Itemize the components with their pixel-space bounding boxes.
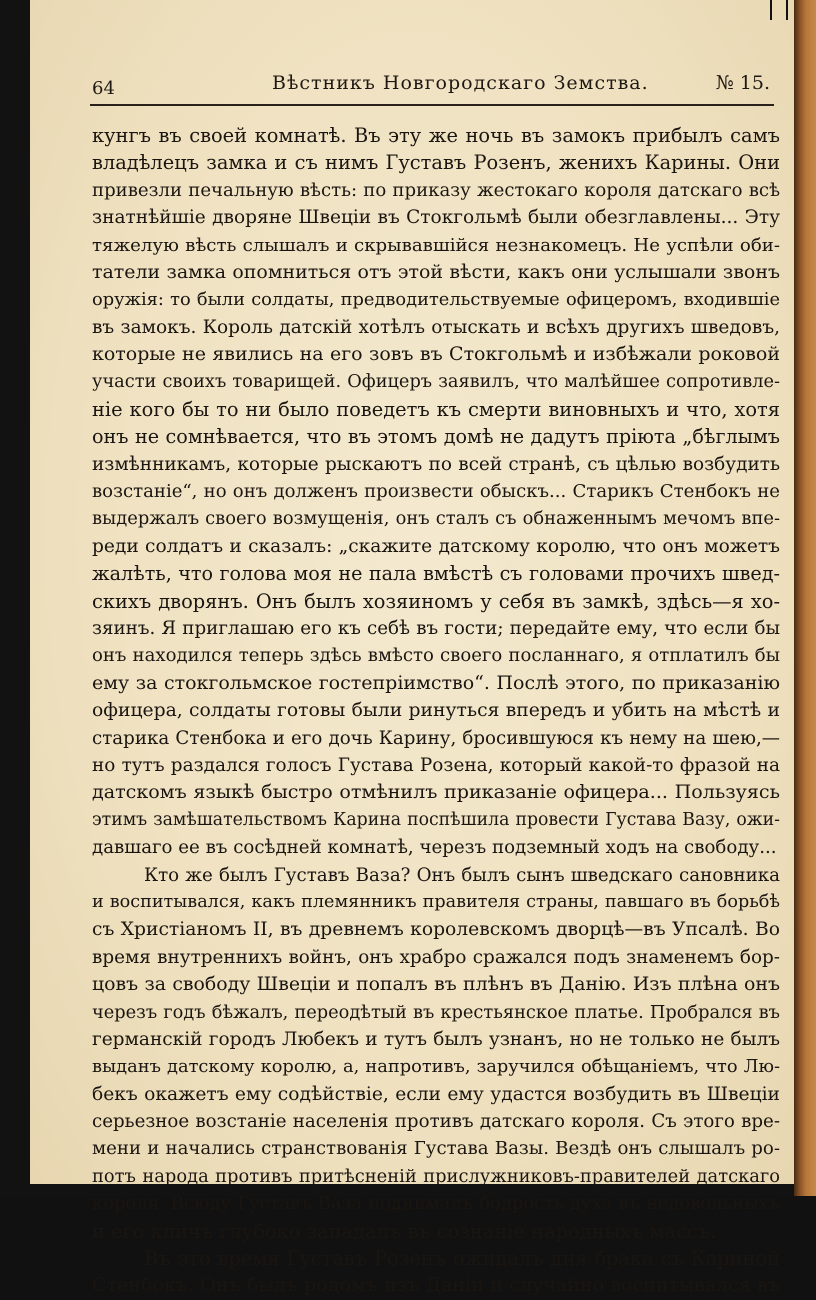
text-line: оружія: то были солдаты, предводительствуемые офицеромъ, входившіе	[92, 289, 780, 311]
text-line: давшаго ее въ сосѣдней комнатѣ, черезъ подземный ходъ на свободу...	[92, 837, 777, 859]
text-line: тяжелую вѣсть слышалъ и скрывавшійся незнакомецъ. Не успѣли оби-	[92, 234, 780, 256]
text-line: ніе кого бы то ни было поведетъ къ смерти виновныхъ и что, хотя	[92, 397, 780, 421]
text-line: Въ это время Густавъ Розенъ ожидалъ дня брака съ Кариной	[144, 1247, 780, 1271]
text-line: онъ не сомнѣвается, что въ этомъ домѣ не дадутъ пріюта „бѣглымъ	[92, 425, 780, 449]
text-line: Стенбокъ. Онъ былъ родомъ изъ Даніи и случайно воспитывался въ	[92, 1274, 780, 1297]
text-line: реди солдатъ и сказалъ: „скажите датскому королю, что онъ можетъ	[92, 535, 780, 557]
text-line: скихъ дворянъ. Онъ былъ хозяиномъ у себя въ замкѣ, здѣсь—я хо-	[92, 589, 780, 613]
text-line: выдержалъ своего возмущенія, онъ сталъ съ обнаженнымъ мечомъ впе-	[92, 508, 780, 530]
text-line: онъ находился теперь здѣсь вмѣсто своего посланнаго, я отплатилъ бы	[92, 645, 780, 667]
text-line: офицера, солдаты готовы были ринуться впередъ и убить на мѣстѣ и	[92, 700, 780, 722]
text-line: и воспитывался, какъ племянникъ правителя страны, павшаго въ борьбѣ	[92, 891, 780, 912]
text-line: цовъ за свободу Швеціи и попалъ въ плѣнъ въ Данію. Изъ плѣна онъ	[92, 973, 780, 996]
text-line: привезли печальную вѣсть: по приказу жестокаго короля датскаго всѣ	[92, 179, 780, 201]
text-line: мени и начались странствованія Густава Вазы. Вездѣ онъ слышалъ ро-	[92, 1138, 780, 1160]
text-line: Кто же былъ Густавъ Ваза? Онъ былъ сынъ шведскаго сановника	[144, 864, 780, 886]
text-line: потъ народа противъ притѣсненій прислужниковъ-правителей датскаго	[92, 1165, 780, 1187]
text-line: короля. Всюду Густавъ Ваза поднималъ бодрость духа въ недовольныхъ	[92, 1193, 780, 1215]
text-line: кунгъ въ своей комнатѣ. Въ эту же ночь въ замокъ прибылъ самъ	[92, 124, 780, 147]
text-line: жалѣть, что голова моя не пала вмѣстѣ съ головами прочихъ швед-	[92, 562, 780, 586]
page-number: 64	[92, 78, 115, 99]
text-line: серьезное возстаніе населенія противъ датскаго короля. Съ этого вре-	[92, 1111, 780, 1133]
scan-corner-mark	[770, 0, 788, 20]
text-line: германскій городъ Любекъ и тутъ былъ узнанъ, но не только не былъ	[92, 1028, 780, 1050]
adjacent-page-edge	[794, 0, 816, 1196]
text-line: бекъ окажетъ ему содѣйствіе, если ему удастся возбудить въ Швеціи	[92, 1083, 780, 1105]
text-line: измѣнникамъ, которые рыскаютъ по всей странѣ, съ цѣлью возбудить	[92, 453, 780, 475]
text-line: и его кличъ глубоко западалъ въ сознаніе народныхъ массъ.	[92, 1219, 717, 1243]
text-line: татели замка опомниться отъ этой вѣсти, какъ они услышали звонъ	[92, 260, 780, 283]
text-line: черезъ годъ бѣжалъ, переодѣтый въ крестьянское платье. Пробрался въ	[92, 1001, 780, 1023]
body-text	[92, 122, 780, 1300]
text-line: выданъ датскому королю, а, напротивъ, заручился обѣщаніемъ, что Лю-	[92, 1056, 780, 1078]
text-line: знатнѣйшіе дворяне Швеціи въ Стокгольмѣ были обезглавлены... Эту	[92, 207, 780, 229]
issue-number: № 15.	[715, 72, 770, 94]
text-line: которые не явились на его зовъ въ Стокгольмѣ и избѣжали роковой	[92, 343, 780, 366]
text-line: зяинъ. Я приглашаю его къ себѣ въ гости; передайте ему, что если бы	[92, 618, 780, 640]
text-line: но тутъ раздался голосъ Густава Розена, который какой-то фразой на	[92, 754, 780, 776]
running-header	[90, 72, 770, 104]
text-line: въ замокъ. Король датскій хотѣлъ отыскать и всѣхъ другихъ шведовъ,	[92, 316, 780, 338]
text-line: владѣлецъ замка и съ нимъ Густавъ Розенъ, женихъ Карины. Они	[92, 151, 780, 175]
header-rule	[90, 104, 774, 106]
text-line: участи своихъ товарищей. Офицеръ заявилъ, что малѣйшее сопротивле-	[92, 371, 780, 392]
text-line: этимъ замѣшательствомъ Карина поспѣшила провести Густава Вазу, ожи-	[92, 809, 780, 830]
journal-title: Вѣстникъ Новгородскаго Земства.	[272, 72, 649, 94]
text-line: ему за стокгольмское гостепріимство“. Послѣ этого, по приказанію	[92, 671, 780, 694]
text-line: возстаніе“, но онъ долженъ произвести обыскъ... Старикъ Стенбокъ не	[92, 481, 780, 503]
text-line: съ Христіаномъ II, въ древнемъ королевскомъ дворцѣ—въ Упсалѣ. Во	[92, 919, 780, 941]
text-line: старика Стенбока и его дочь Карину, бросившуюся къ нему на шею,—	[92, 727, 780, 749]
text-line: время внутреннихъ войнъ, онъ храбро сражался подъ знаменемъ бор-	[92, 946, 780, 968]
text-line: датскомъ языкѣ быстро отмѣнилъ приказаніе офицера... Пользуясь	[92, 781, 780, 804]
